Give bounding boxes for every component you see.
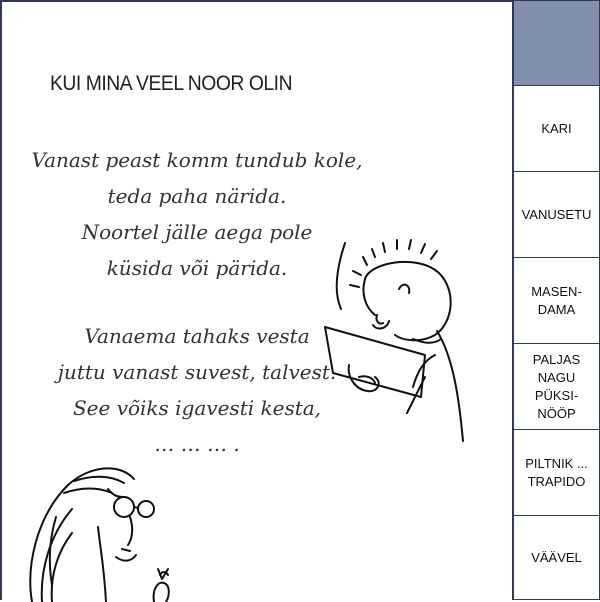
sidebar-item-label: MASEN- DAMA [531, 283, 582, 317]
grandmother-drawing [12, 457, 187, 602]
poem-line: Vanaema tahaks vesta [84, 324, 310, 348]
sidebar-item-piltnik-trapido[interactable] [513, 430, 600, 516]
sidebar-item-vaavel[interactable] [513, 516, 600, 600]
sidebar-item-label: KARI [541, 120, 572, 136]
poem-line: See võiks igavesti kesta, [72, 396, 322, 420]
poem-line: juttu vanast suvest, talvest. [57, 360, 337, 384]
poem-line: … … … . [154, 432, 240, 456]
sidebar-item-label: PILTNIK ... TRAPIDO [525, 455, 588, 489]
poem-line: Noortel jälle aega pole [81, 220, 313, 244]
sidebar-item-label: PALJAS NAGU PÜKSI- NÖÖP [532, 351, 581, 421]
sidebar-item-masendama[interactable] [513, 258, 600, 344]
sidebar-item-label: VANUSETU [521, 206, 592, 222]
poem-line: teda paha närida. [107, 184, 287, 208]
poem-title: KUI MINA VEEL NOOR OLIN [50, 72, 293, 95]
sidebar-header [513, 0, 600, 86]
sidebar-item-kari[interactable] [513, 86, 600, 172]
poem-line: küsida või päridа. [106, 256, 288, 280]
sidebar-item-vanusetu[interactable] [513, 172, 600, 258]
boy-reading-drawing [317, 227, 477, 447]
sidebar-item-paljas-nagu-puksinoop[interactable] [513, 344, 600, 430]
poem-line: Vanast peast komm tundub kole, [31, 148, 363, 172]
sidebar-item-label: VÄÄVEL [531, 549, 582, 565]
sidebar [513, 0, 600, 600]
